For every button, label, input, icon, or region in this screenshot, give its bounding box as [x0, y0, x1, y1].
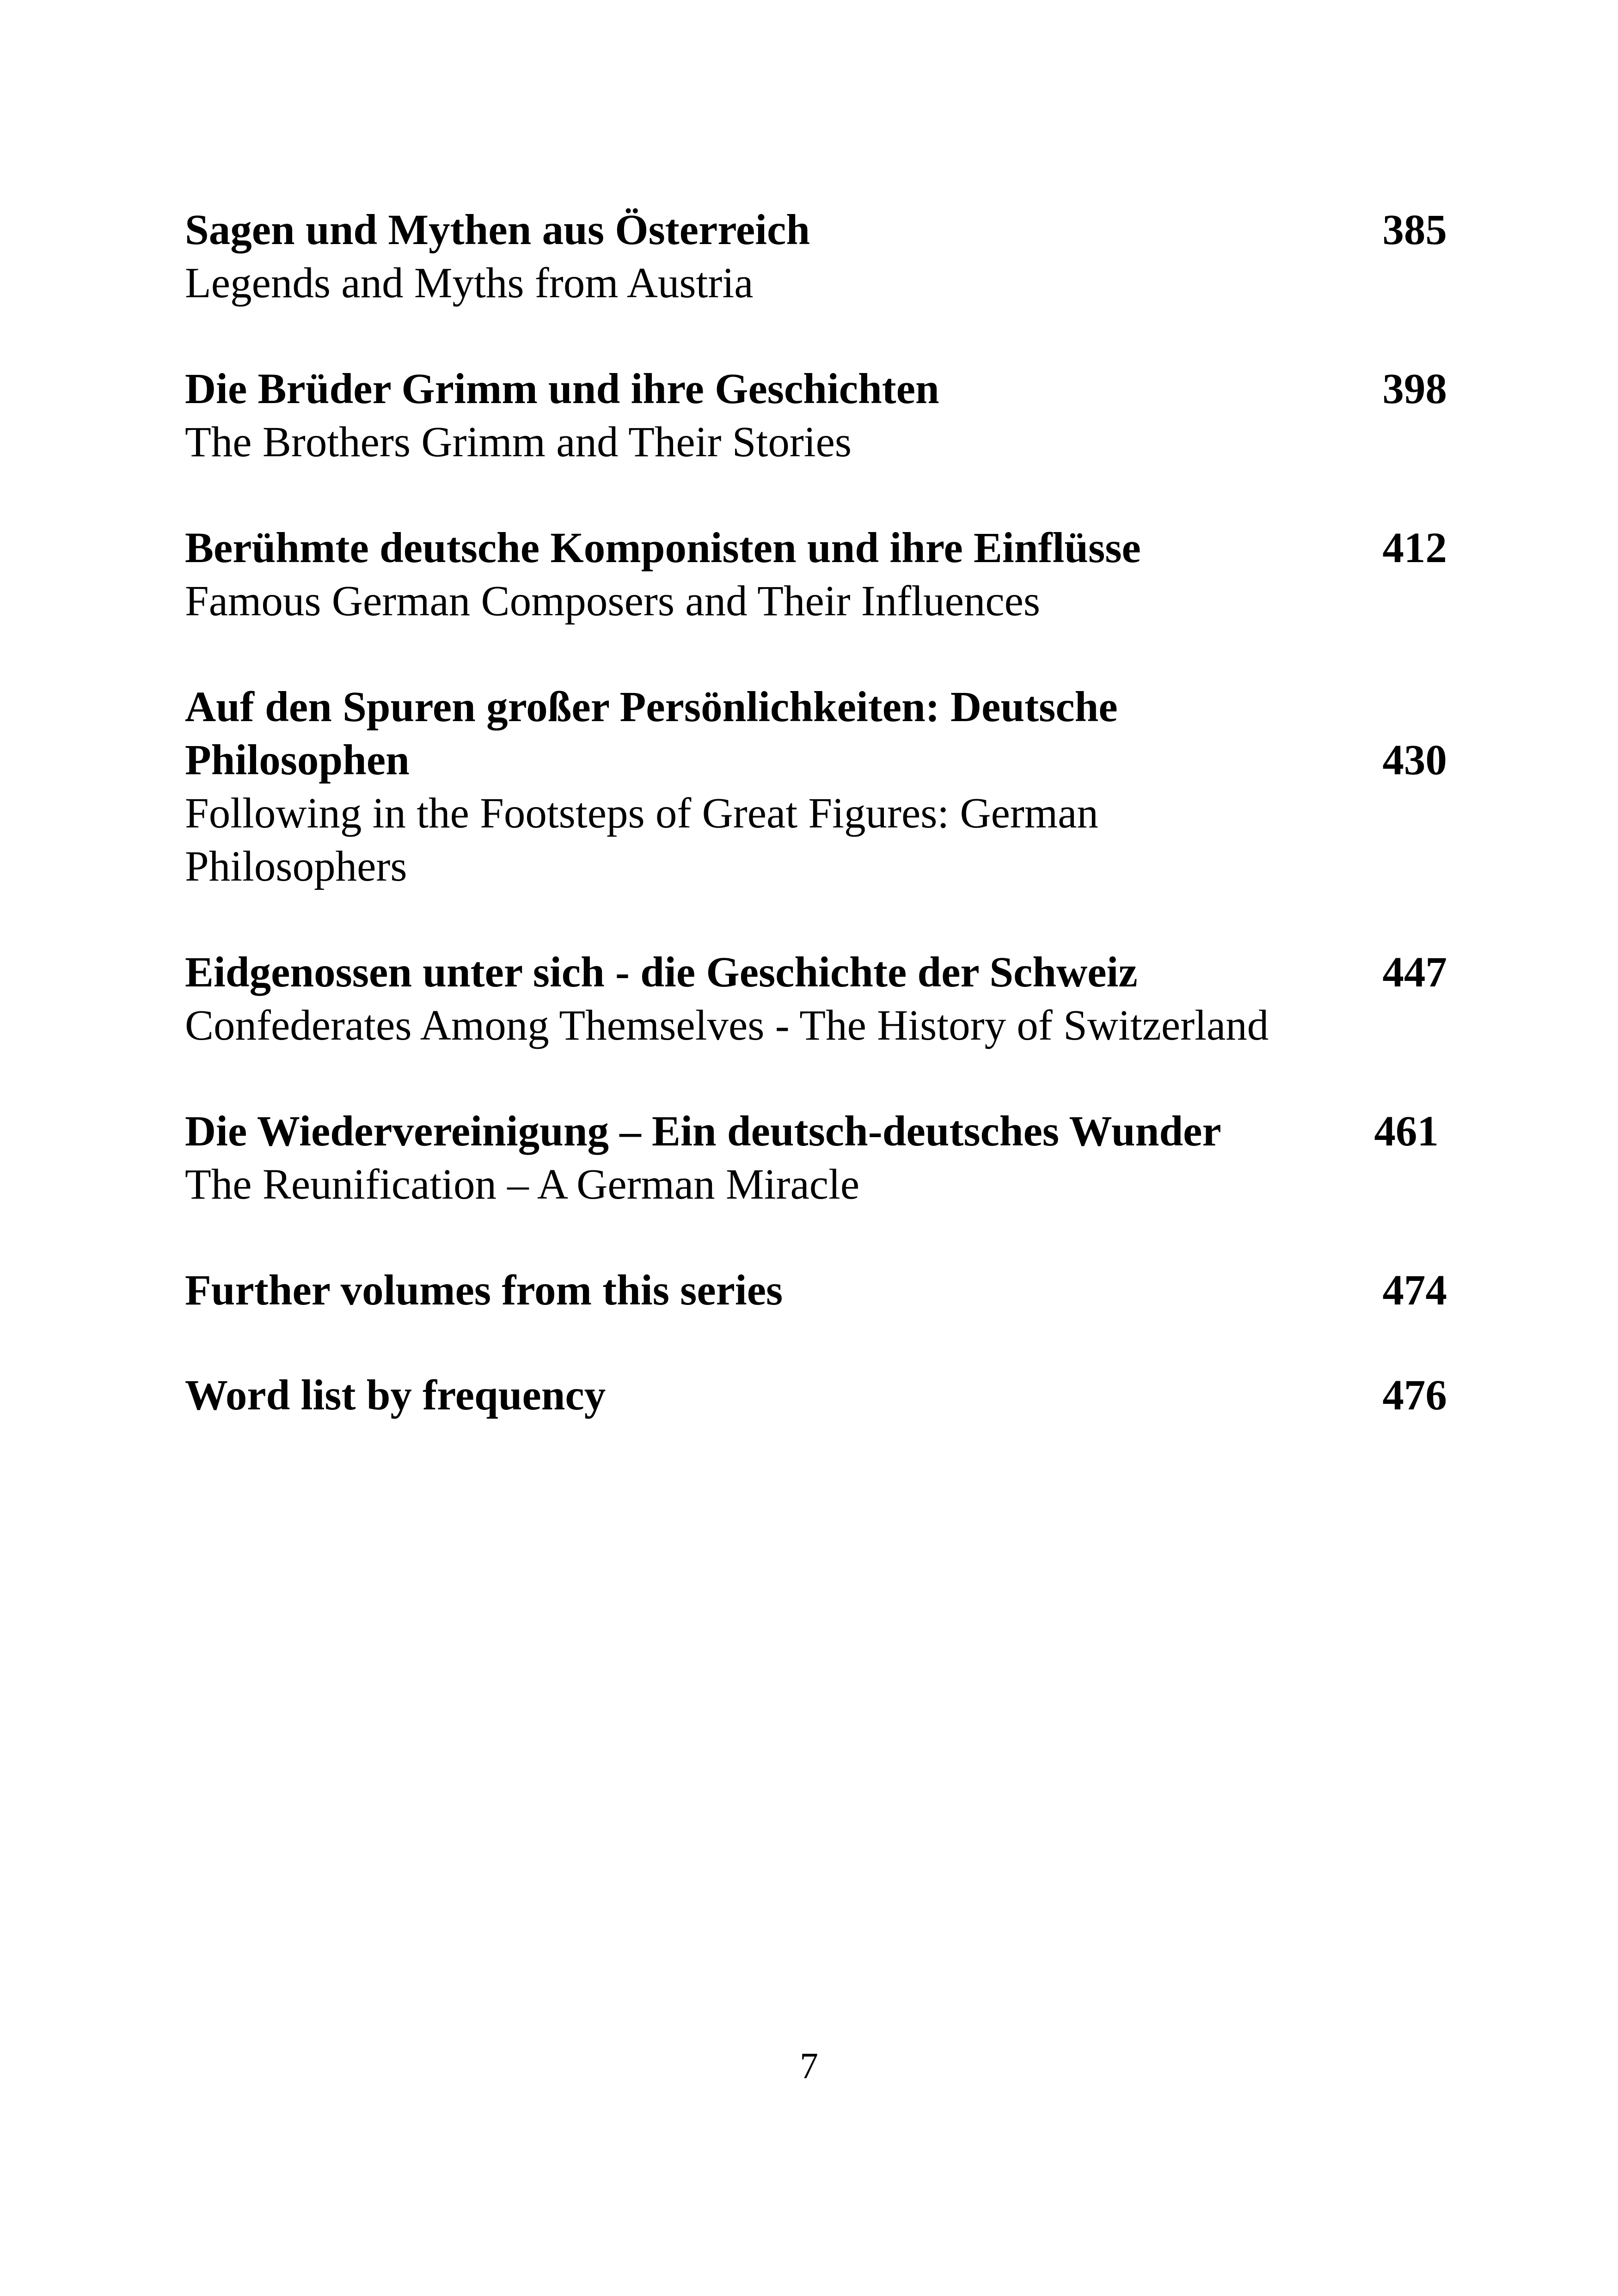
toc-entry-title: Die Wiedervereinigung – Ein deutsch-deutsches Wunder — [185, 1108, 1221, 1155]
toc-entry-subtitle: Famous German Composers and Their Influences — [185, 577, 1041, 625]
toc-entry — [185, 1105, 1447, 1211]
toc-entry-page: 412 — [1382, 524, 1447, 572]
toc-entry-subtitle: Following in the Footsteps of Great Figures: German Philosophers — [185, 790, 1099, 890]
toc-entry-title-line — [185, 1369, 1447, 1422]
toc-entry — [185, 203, 1447, 310]
toc-entry-page: 447 — [1382, 949, 1447, 996]
toc-entry-page: 385 — [1382, 206, 1447, 254]
toc-entry — [185, 362, 1447, 469]
toc-entry-title-line — [185, 1105, 1447, 1158]
toc-entry-title: Auf den Spuren großer Persönlichkeiten: Deutsche Philosophen — [185, 683, 1118, 784]
toc-entry — [185, 1264, 1447, 1317]
table-of-contents — [185, 203, 1447, 1475]
toc-entry-title: Sagen und Mythen aus Österreich — [185, 206, 810, 254]
toc-entry-title-line — [185, 521, 1447, 575]
toc-entry-subtitle: Legends and Myths from Austria — [185, 259, 754, 307]
toc-entry-title: Die Brüder Grimm und ihre Geschichten — [185, 365, 939, 413]
toc-entry-title-line — [185, 203, 1447, 257]
toc-entry — [185, 680, 1447, 893]
toc-entry-title: Word list by frequency — [185, 1371, 606, 1419]
toc-entry-subtitle: Confederates Among Themselves - The History of Switzerland — [185, 1002, 1269, 1049]
toc-entry-title-line — [185, 946, 1447, 999]
toc-entry-page: 474 — [1382, 1267, 1447, 1314]
toc-entry-title: Eidgenossen unter sich - die Geschichte der Schweiz — [185, 949, 1138, 996]
toc-entry — [185, 521, 1447, 628]
toc-entry-title: Berühmte deutsche Komponisten und ihre Einflüsse — [185, 524, 1141, 572]
toc-entry — [185, 946, 1447, 1052]
toc-entry — [185, 1369, 1447, 1422]
page-number: 7 — [800, 2046, 818, 2087]
toc-entry-page: 461 — [1374, 1108, 1439, 1155]
toc-entry-title-line — [185, 680, 1447, 787]
toc-entry-page: 430 — [1382, 736, 1447, 784]
toc-entry-title: Further volumes from this series — [185, 1267, 783, 1314]
toc-entry-subtitle: The Brothers Grimm and Their Stories — [185, 418, 852, 466]
toc-entry-title-line — [185, 362, 1447, 416]
toc-entry-page: 476 — [1382, 1371, 1447, 1419]
toc-entry-page: 398 — [1382, 365, 1447, 413]
toc-entry-title-line — [185, 1264, 1447, 1317]
toc-entry-subtitle: The Reunification – A German Miracle — [185, 1161, 860, 1208]
